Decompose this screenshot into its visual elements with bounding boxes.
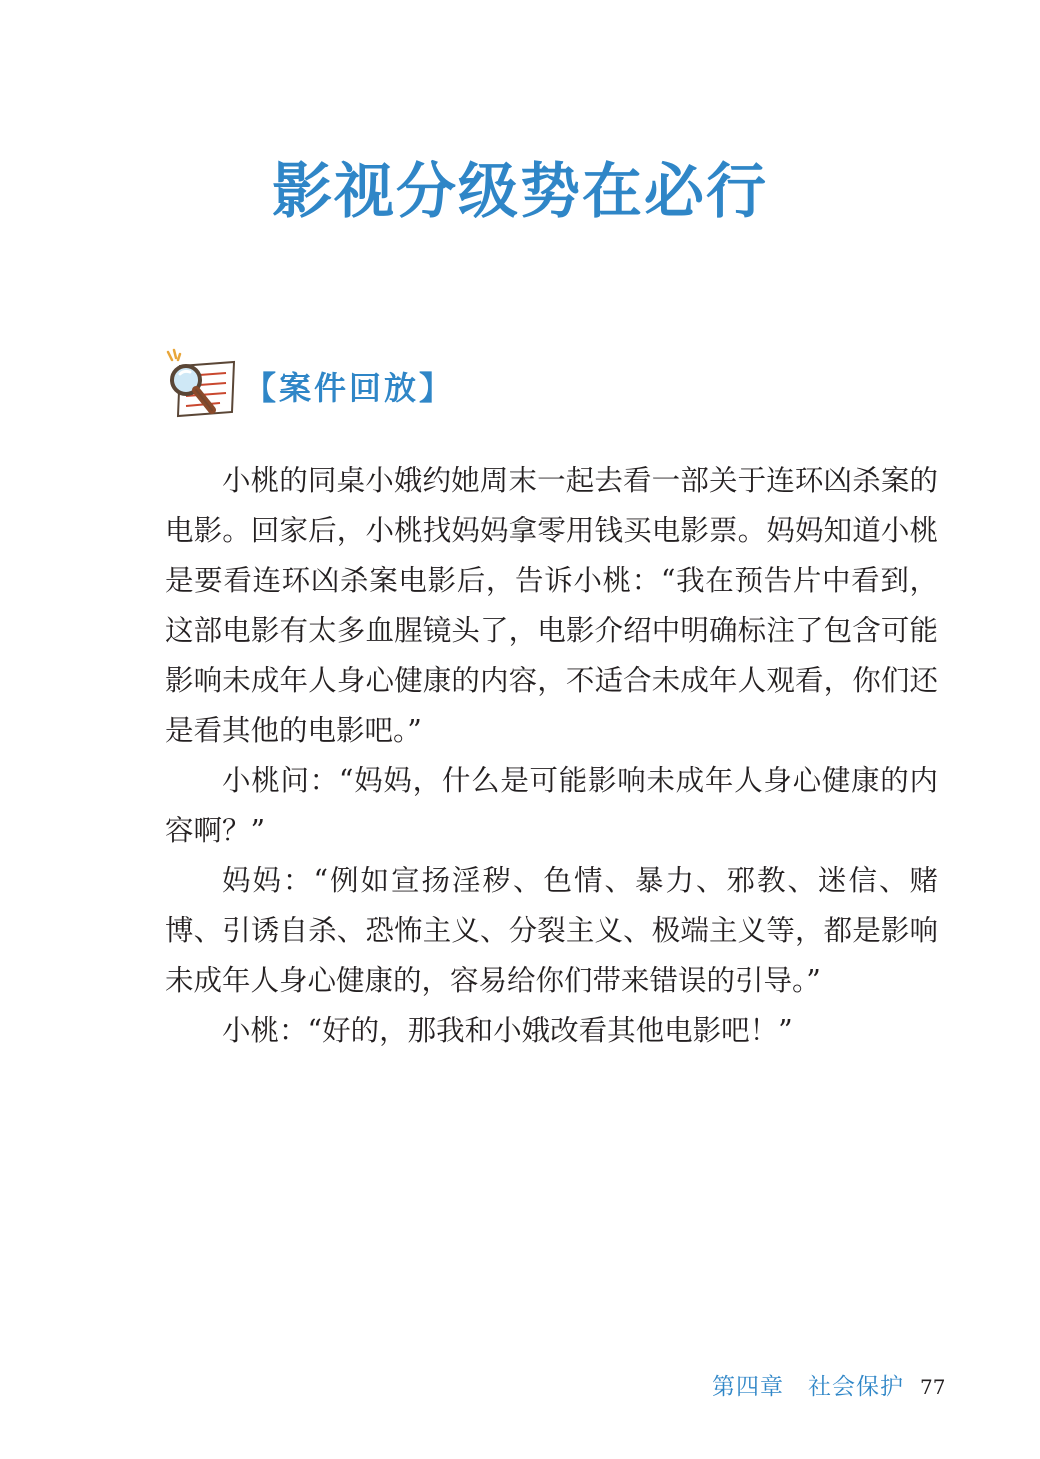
paragraph: 小桃：“好的，那我和小娥改看其他电影吧！” [222, 1014, 793, 1047]
section-header [160, 346, 454, 426]
paragraph: 小桃的同桌小娥约她周末一起去看一部关于连环凶杀案的电影。回家后，小桃找妈妈拿零用钱买电影票。妈妈知道小桃是要看连环凶杀案电影后，告诉小桃：“我在预告片中看到，这部电影有太多血腥镜头了，电影介绍中明确标注了包含可能影响未成年人身心健康的内容，不适合未成年人观看，你们还是看其他的电影吧。” [165, 464, 938, 747]
footer-chapter: 第四章 社会保护 [712, 1374, 904, 1400]
paragraph: 小桃问：“妈妈，什么是可能影响未成年人身心健康的内容啊？” [165, 764, 938, 847]
magnifier-document-icon [160, 346, 240, 426]
paragraph: 妈妈：“例如宣扬淫秽、色情、暴力、邪教、迷信、赌博、引诱自杀、恐怖主义、分裂主义、极端主义等，都是影响未成年人身心健康的，容易给你们带来错误的引导。” [165, 864, 938, 997]
section-label: 【案件回放】 [244, 369, 455, 407]
page-number: 77 [920, 1375, 946, 1399]
page-title: 影视分级势在必行 [272, 157, 768, 228]
case-body [165, 456, 938, 1056]
page-footer [712, 1368, 945, 1404]
